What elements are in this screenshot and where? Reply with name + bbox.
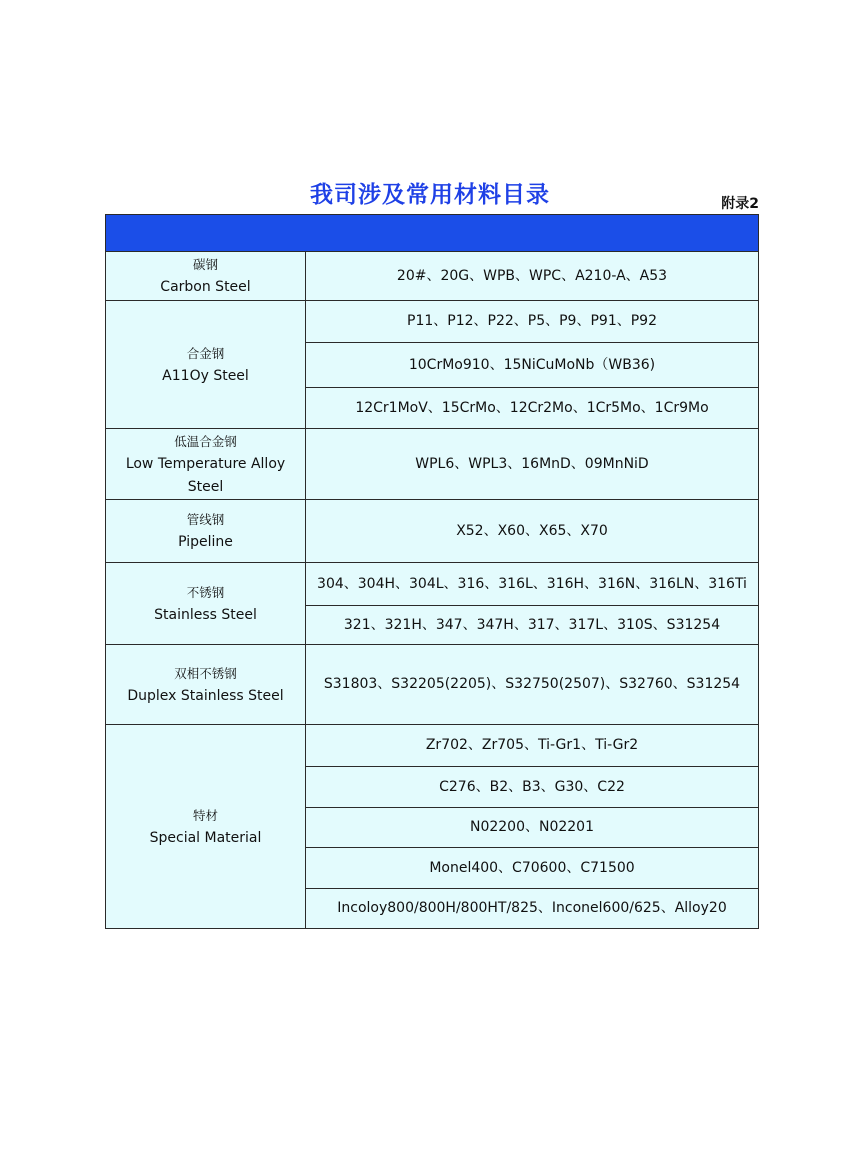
category-name-en: Carbon Steel — [160, 279, 251, 295]
grade-cell: S31803、S32205(2205)、S32750(2507)、S32760、S31254 — [306, 645, 759, 725]
category-name-cn: 碳钢 — [192, 257, 218, 272]
category-name-cn: 管线钢 — [186, 512, 225, 527]
category-name-cn: 特材 — [192, 807, 218, 823]
table-header-band — [106, 215, 759, 252]
category-name-cn: 双相不锈钢 — [174, 665, 237, 681]
category-cell-stainless-steel — [106, 563, 306, 645]
category-cell-special-material — [106, 725, 306, 929]
grade-cell: 20#、20G、WPB、WPC、A210-A、A53 — [306, 252, 759, 301]
table-row — [106, 252, 759, 301]
grade-cell: Incoloy800/800H/800HT/825、Inconel600/625、Alloy20 — [306, 889, 759, 929]
grade-cell: 10CrMo910、15NiCuMoNb（WB36) — [306, 343, 759, 388]
category-name-cn: 低温合金钢 — [174, 433, 237, 449]
category-name-cn: 不锈钢 — [186, 584, 225, 600]
category-name-en: Stainless Steel — [154, 606, 257, 623]
grade-cell: P11、P12、P22、P5、P9、P91、P92 — [306, 301, 759, 343]
category-cell-alloy-steel — [106, 301, 306, 429]
grade-cell: 12Cr1MoV、15CrMo、12Cr2Mo、1Cr5Mo、1Cr9Mo — [306, 388, 759, 429]
table-row — [106, 563, 759, 606]
category-name-cn: 合金钢 — [186, 345, 225, 361]
grade-cell: Zr702、Zr705、Ti-Gr1、Ti-Gr2 — [306, 725, 759, 767]
table-row — [106, 645, 759, 725]
grade-cell: X52、X60、X65、X70 — [306, 500, 759, 563]
appendix-label: 附录2 — [721, 196, 759, 212]
category-name-en: Low Temperature Alloy Steel — [125, 455, 286, 495]
grade-cell: N02200、N02201 — [306, 808, 759, 848]
table-row — [106, 725, 759, 767]
category-name-en: Pipeline — [178, 534, 233, 550]
category-cell-pipeline — [106, 500, 306, 563]
materials-table — [105, 214, 759, 929]
category-cell-carbon-steel — [106, 252, 306, 301]
grade-cell: WPL6、WPL3、16MnD、09MnNiD — [306, 429, 759, 500]
category-name-en: Special Material — [149, 829, 262, 846]
table-row — [106, 301, 759, 343]
table-row — [106, 500, 759, 563]
category-name-en: Duplex Stainless Steel — [127, 687, 284, 704]
category-cell-low-temperature-alloy-steel — [106, 429, 306, 500]
page-title: 我司涉及常用材料目录 — [310, 182, 550, 208]
grade-cell: C276、B2、B3、G30、C22 — [306, 767, 759, 808]
table-header-row — [106, 215, 759, 252]
grade-cell: Monel400、C70600、C71500 — [306, 848, 759, 889]
grade-cell: 321、321H、347、347H、317、317L、310S、S31254 — [306, 606, 759, 645]
category-name-en: A11Oy Steel — [162, 367, 249, 384]
table-row — [106, 429, 759, 500]
grade-cell: 304、304H、304L、316、316L、316H、316N、316LN、316Ti — [306, 563, 759, 606]
category-cell-duplex-stainless-steel — [106, 645, 306, 725]
